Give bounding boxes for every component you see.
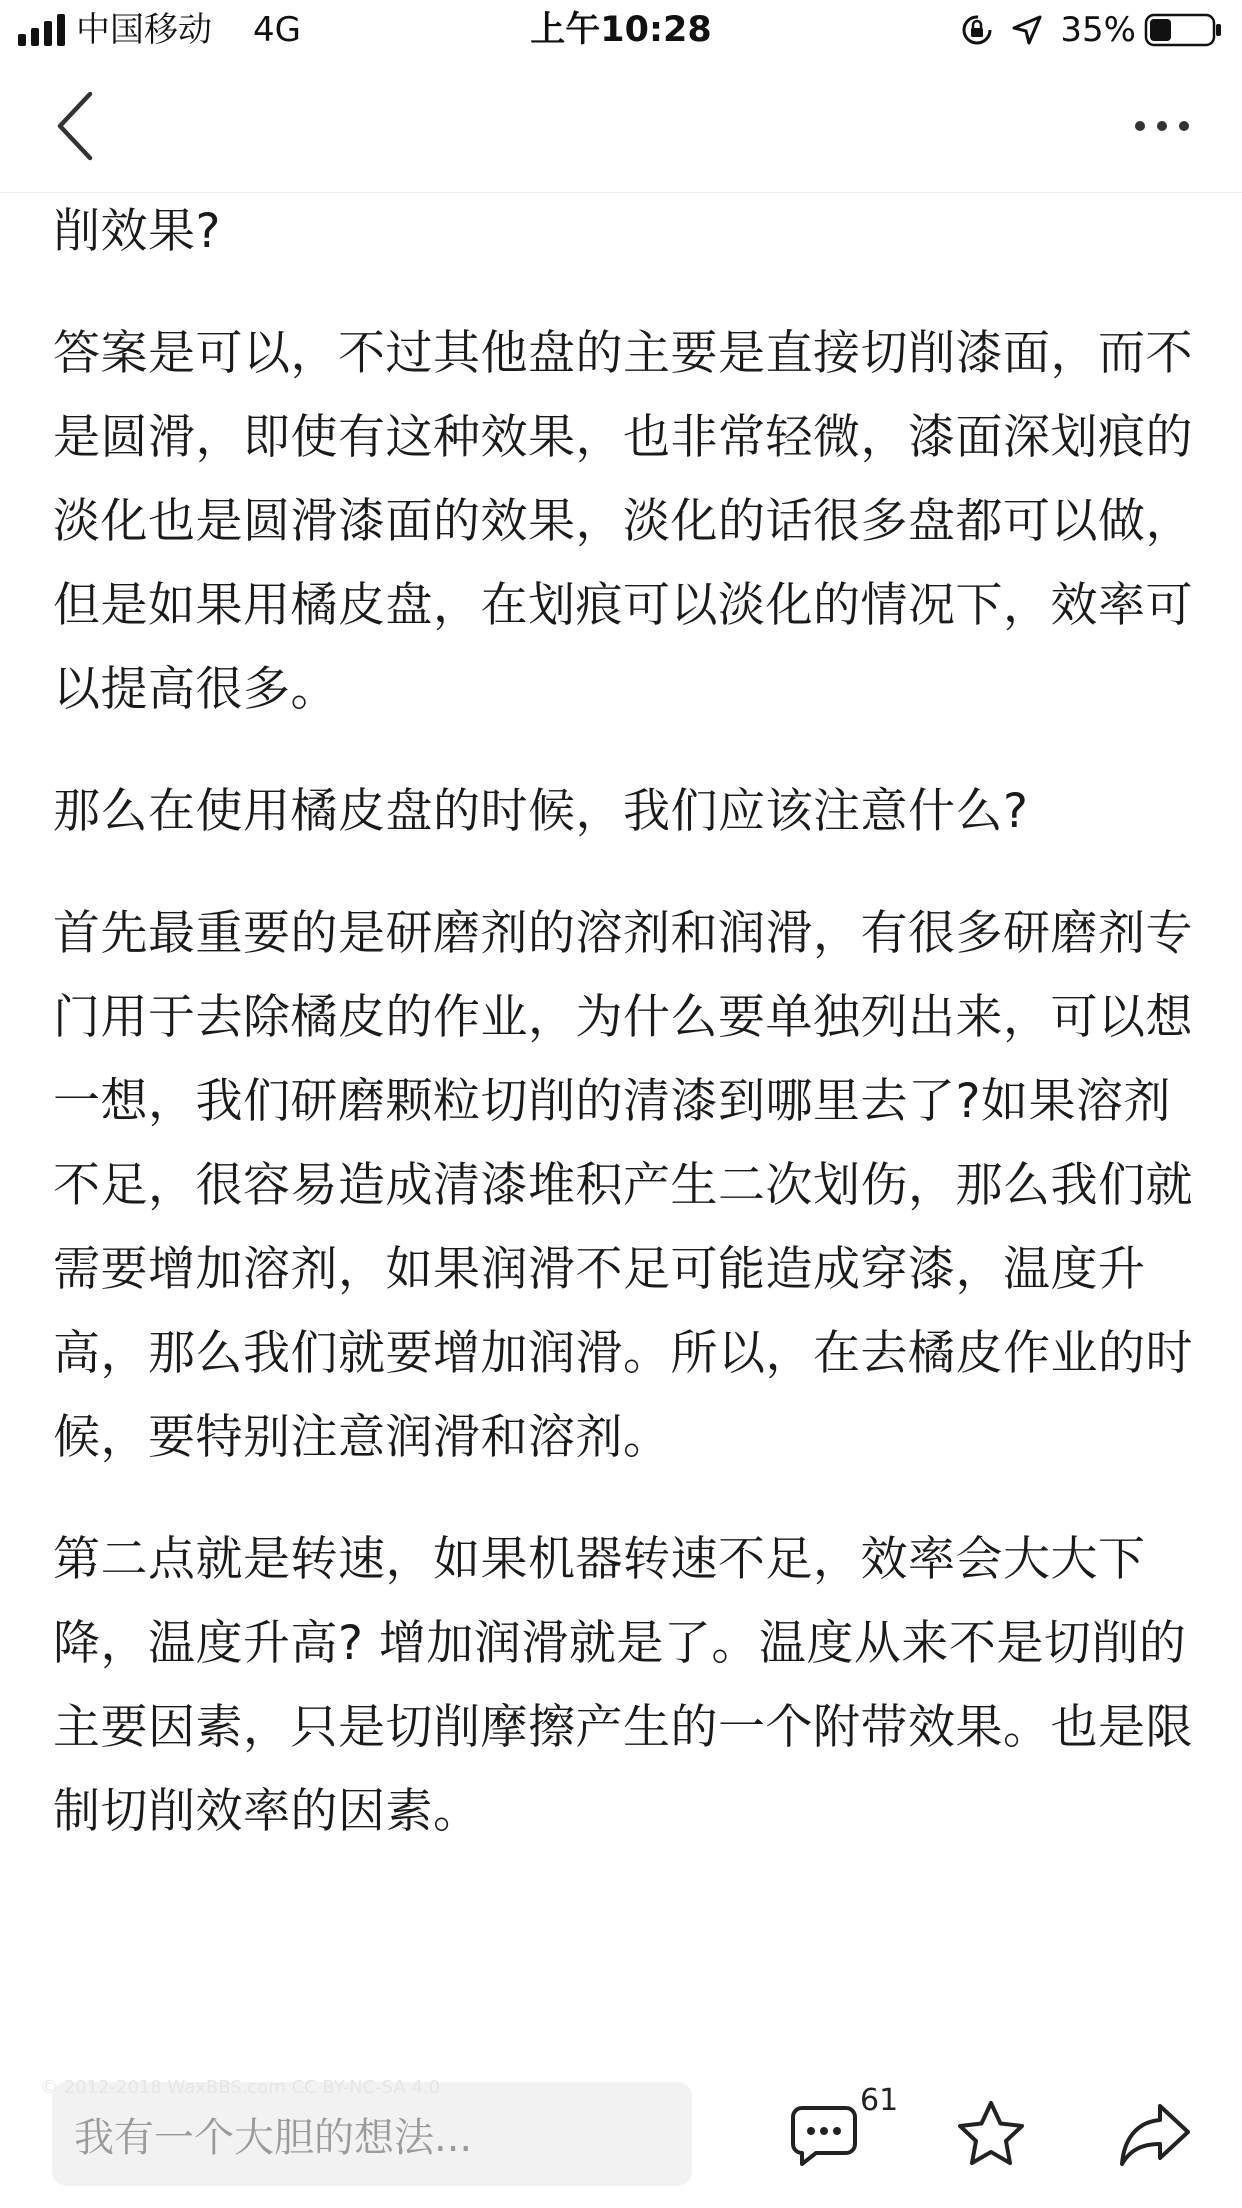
article-paragraph: 削效果? [53, 204, 221, 259]
location-icon [1012, 15, 1042, 45]
copyright-watermark: © 2012-2018 WaxBBS.com CC BY-NC-SA 4.0 [40, 2077, 441, 2098]
rotation-lock-icon [960, 13, 994, 47]
comment-count-badge: 61 [860, 2083, 899, 2118]
status-icons [960, 8, 1224, 52]
article-body [53, 190, 1193, 2020]
share-icon[interactable] [1118, 2100, 1192, 2168]
article-paragraph: 那么在使用橘皮盘的时候，我们应该注意什么? [53, 784, 1029, 839]
comment-icon[interactable] [790, 2104, 858, 2168]
star-icon[interactable] [955, 2098, 1027, 2170]
comment-placeholder: 我有一个大胆的想法... [74, 2114, 473, 2161]
chevron-left-icon[interactable] [40, 86, 120, 166]
carrier-name: 中国移动 [76, 10, 212, 50]
more-dots-icon[interactable] [1122, 86, 1202, 166]
nav-bar [0, 62, 1242, 193]
article-paragraph: 第二点就是转速，如果机器转速不足，效率会大大下降，温度升高? 增加润滑就是了。温度从来不是切削的主要因素，只是切削摩擦产生的一个附带效果。也是限制切削效率的因素。 [53, 1532, 1193, 1839]
battery-icon [1144, 13, 1224, 47]
network-type: 4G [253, 10, 301, 50]
status-time: 上午10:28 [530, 10, 712, 50]
article-paragraph: 答案是可以，不过其他盘的主要是直接切削漆面，而不是圆滑，即使有这种效果，也非常轻微，漆面深划痕的淡化也是圆滑漆面的效果，淡化的话很多盘都可以做，但是如果用橘皮盘，在划痕可以淡化的情况下，效率可以提高很多。 [53, 326, 1193, 717]
battery-percent: 35% [1060, 10, 1136, 50]
article-paragraph: 首先最重要的是研磨剂的溶剂和润滑，有很多研磨剂专门用于去除橘皮的作业，为什么要单独列出来，可以想一想，我们研磨颗粒切削的清漆到哪里去了?如果溶剂不足，很容易造成清漆堆积产生二次划伤，那么我们就需要增加溶剂，如果润滑不足可能造成穿漆，温度升高，那么我们就要增加润滑。所以，在去橘皮作业的时候，要特别注意润滑和溶剂。 [53, 906, 1193, 1465]
status-bar [0, 0, 1242, 62]
